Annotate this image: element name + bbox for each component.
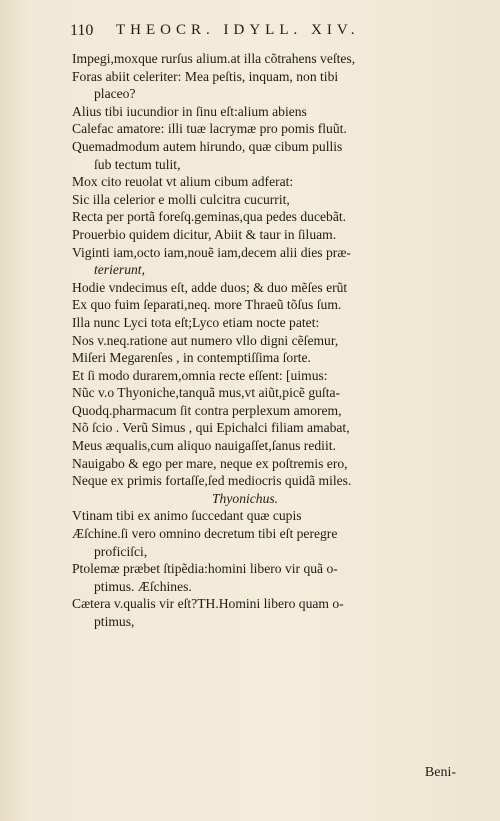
text-line: Vtinam tibi ex animo ſuccedant quæ cupis bbox=[72, 508, 302, 524]
text-line: Alius tibi iucundior in ſinu eſt:alium abiens bbox=[72, 103, 307, 119]
text-line: Ex quo fuim ſeparati,neq. more Thraeũ tõſus ſum. bbox=[72, 297, 342, 313]
running-title: THEOCR. IDYLL. XIV. bbox=[116, 22, 360, 38]
text-line: Nũc v.o Thyoniche,tanquã mus,vt aiũt,picẽ guſta- bbox=[72, 385, 341, 401]
text-line: Prouerbio quidem dicitur, Abiit & taur in ſiluam. bbox=[72, 226, 337, 242]
text-line: Impegi,moxque rurſus alium.at illa cõtrahens veſtes, bbox=[72, 51, 356, 66]
text-line: Sic illa celerior e molli culcitra cucurrit, bbox=[72, 191, 290, 207]
text-line: Quodq.pharmacum ſit contra perplexum amorem, bbox=[72, 402, 342, 418]
text-line: Neque ex primis fortaſſe,ſed mediocris quidã miles. bbox=[72, 473, 352, 489]
text-line: Viginti iam,octo iam,nouẽ iam,decem alii dies præ- bbox=[72, 244, 351, 260]
text-line: Et ſi modo durarem,omnia recte eſſent: [uimus: bbox=[72, 367, 328, 383]
text-line: Ptolemæ præbet ſtipẽdia:homini libero vir quã o- bbox=[72, 561, 338, 577]
text-line: Cætera v.qualis vir eſt?TH.Homini libero quam o- bbox=[72, 596, 344, 612]
text-line: ptimus. Æſchines. bbox=[94, 578, 192, 594]
text-line: Mox cito reuolat vt alium cibum adferat: bbox=[72, 174, 294, 190]
speaker-heading: Thyonichus. bbox=[212, 490, 279, 506]
catchword: Beni- bbox=[424, 765, 456, 780]
page-number: 110 bbox=[70, 22, 94, 39]
text-line: Nos v.neq.ratione aut numero vllo digni cẽſemur, bbox=[72, 332, 339, 348]
text-line: Illa nunc Lyci tota eſt;Lyco etiam nocte patet: bbox=[72, 314, 320, 330]
text-line: Quemadmodum autem hirundo, quæ cibum pullis bbox=[72, 138, 343, 154]
text-line: Nauigabo & ego per mare, neque ex poſtremis ero, bbox=[72, 455, 348, 471]
text-line: placeo? bbox=[94, 86, 136, 102]
page-header bbox=[70, 22, 440, 40]
text-line: Meus æqualis,cum aliquo nauigaſſet,ſanus rediit. bbox=[72, 438, 336, 454]
text-line: ptimus, bbox=[94, 614, 135, 629]
text-line: Nõ ſcio . Verũ Simus , qui Epichalci filiam amabat, bbox=[72, 420, 350, 436]
text-line: Recta per portã foreſq.geminas,qua pedes ducebãt. bbox=[72, 209, 347, 225]
body-text bbox=[72, 50, 462, 631]
text-line: Calefac amatore: illi tuæ lacrymæ pro pomis fluũt. bbox=[72, 121, 347, 137]
text-line: proficiſci, bbox=[94, 543, 148, 559]
text-line: terierunt, bbox=[94, 262, 145, 278]
text-line: Hodie vndecimus eſt, adde duos; & duo mẽſes erũt bbox=[72, 279, 348, 295]
text-line: Æſchine.ſi vero omnino decretum tibi eſt peregre bbox=[72, 526, 338, 542]
text-line: ſub tectum tulit, bbox=[94, 156, 181, 172]
text-line: Miſeri Megarenſes , in contemptiſſima ſorte. bbox=[72, 350, 311, 366]
text-line: Foras abiit celeriter: Mea peſtis, inquam, non tibi bbox=[72, 68, 339, 84]
